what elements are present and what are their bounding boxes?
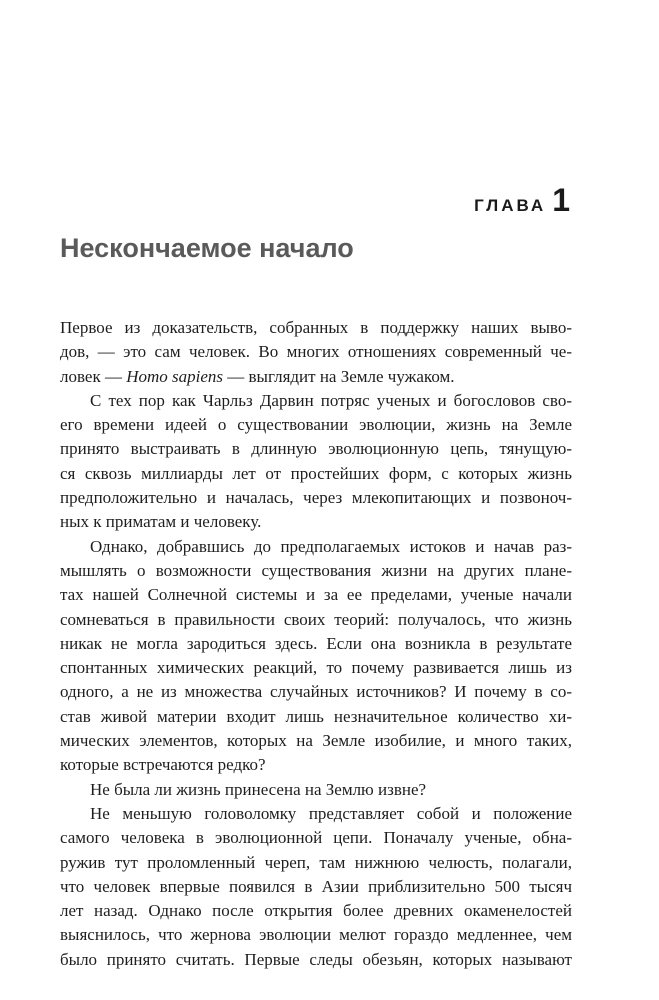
text-line: самого человека в эволюционной цепи. Поначалу ученые, обна- <box>60 828 572 848</box>
text-line: никак не могла зародиться здесь. Если она возникла в результате <box>60 633 572 653</box>
chapter-label: ГЛАВА <box>474 196 547 215</box>
text-line: одного, а не из множества случайных источников? И почему в со- <box>60 682 572 702</box>
text-line: что человек впервые появился в Азии приблизительно 500 тысяч <box>60 876 572 896</box>
text-line: которые встречаются редко? <box>60 755 266 775</box>
paragraph-1 <box>60 316 572 389</box>
text-line: ружив тут проломленный череп, там нижнюю челюсть, полагали, <box>60 852 572 872</box>
text-line: тах нашей Солнечной системы и за ее пределами, ученые начали <box>60 585 572 605</box>
text-line: С тех пор как Чарльз Дарвин потряс ученых и богословов сво- <box>90 390 572 410</box>
text-line: Не меньшую головоломку представляет собой и положение <box>90 803 572 823</box>
text-segment: — выглядит на Земле чужаком. <box>223 366 455 386</box>
text-line: Первое из доказательств, собранных в поддержку наших выво- <box>60 318 572 337</box>
text-line: ных к приматам и человеку. <box>60 512 262 532</box>
text-line: выяснилось, что жернова эволюции мелют гораздо медленнее, чем <box>60 925 572 945</box>
text-line: его времени идеей о существовании эволюции, жизнь на Земле <box>60 415 572 435</box>
chapter-title: Нескончаемое начало <box>60 233 354 263</box>
text-line: мических элементов, которых на Земле изобилие, и много таких, <box>60 731 572 751</box>
paragraph-3 <box>60 535 572 778</box>
paragraph-5 <box>60 802 572 972</box>
text-line: предположительно и началась, через млекопитающих и позвоноч- <box>60 488 572 508</box>
text-segment: ловек — <box>60 366 122 386</box>
species-name: Homo sapiens <box>126 366 224 386</box>
text-line: ся сквозь миллиарды лет от простейших форм, с которых жизнь <box>60 463 572 483</box>
text-line <box>60 365 572 389</box>
text-line: сомневаться в правильности своих теорий: получалось, что жизнь <box>60 609 572 629</box>
chapter-heading <box>474 184 570 216</box>
text-line: дов, — это сам человек. Во многих отношениях современный че- <box>60 342 572 362</box>
text-line: лет назад. Однако после открытия более древних окаменелостей <box>60 901 572 921</box>
text-line: принято выстраивать в длинную эволюционную цепь, тянущую- <box>60 439 572 459</box>
paragraph-2 <box>60 389 572 535</box>
text-line: было принято считать. Первые следы обезьян, которых называют <box>60 949 572 969</box>
text-line: Не была ли жизнь принесена на Землю извне? <box>90 779 427 799</box>
paragraph-4 <box>60 778 572 802</box>
text-line: Однако, добравшись до предполагаемых истоков и начав раз- <box>90 536 572 556</box>
body-text <box>60 316 572 972</box>
text-line: мышлять о возможности существования жизни на других плане- <box>60 560 572 580</box>
text-line: став живой материи входит лишь незначительное количество хи- <box>60 706 572 726</box>
text-line: спонтанных химических реакций, то почему развивается лишь из <box>60 658 572 678</box>
chapter-number: 1 <box>552 182 570 218</box>
